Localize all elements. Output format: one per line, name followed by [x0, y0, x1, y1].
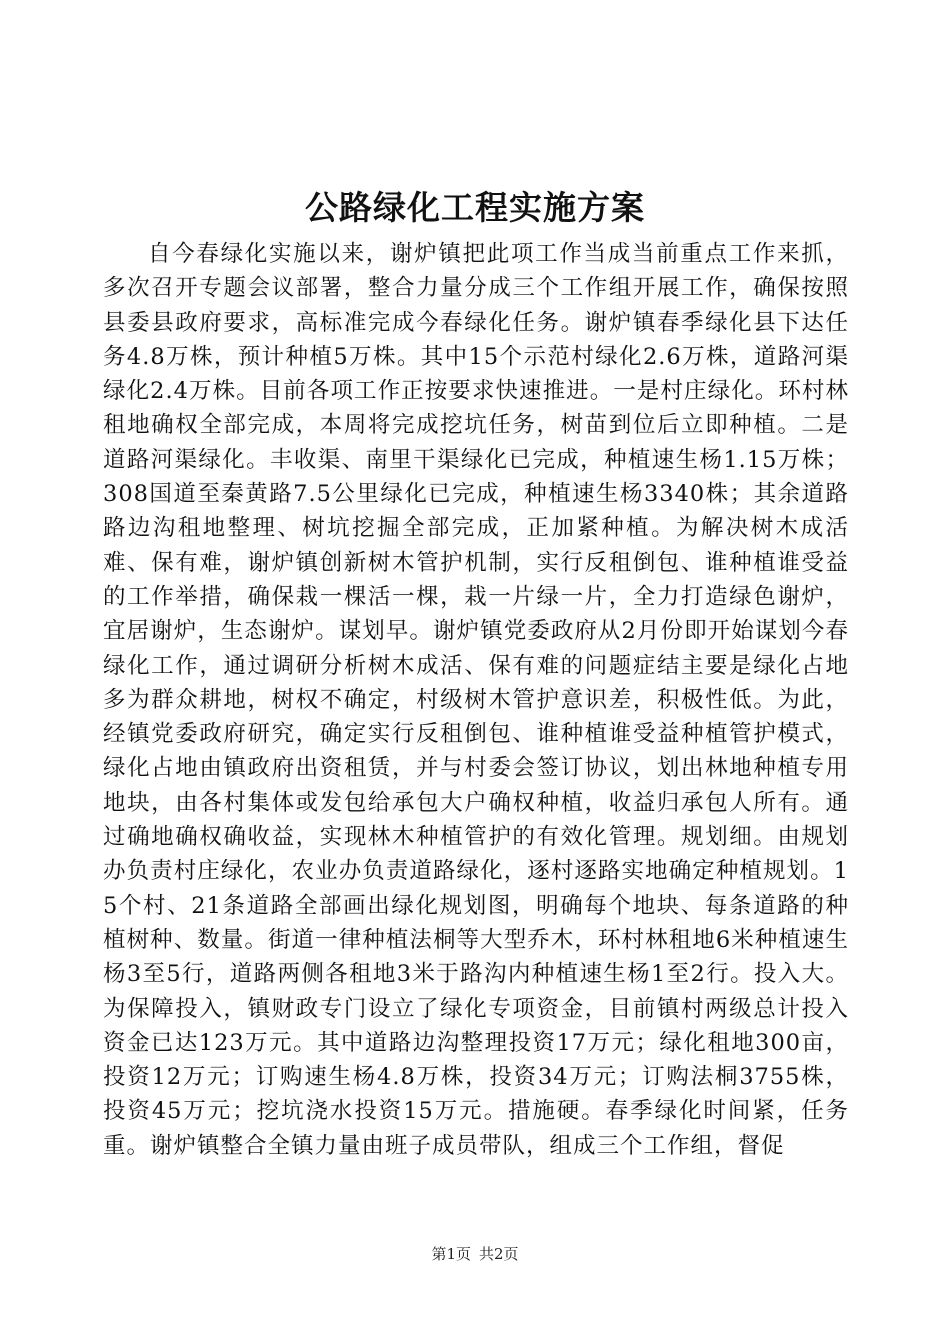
page-number: 第1页 — [431, 1245, 471, 1263]
page-footer — [0, 1243, 950, 1265]
page-total: 共2页 — [479, 1245, 519, 1263]
document-body: 自今春绿化实施以来，谢炉镇把此项工作当成当前重点工作来抓，多次召开专题会议部署，整合力量分成三个工作组开展工作，确保按照县委县政府要求，高标准完成今春绿化任务。谢炉镇春季绿化县下达任务4.8万株，预计种植5万株。其中15个示范村绿化2.6万株，道路河渠绿化2.4万株。目前各项工作正按要求快速推进。一是村庄绿化。环村林租地确权全部完成，本周将完成挖坑任务，树苗到位后立即种植。二是道路河渠绿化。丰收渠、南里干渠绿化已完成，种植速生杨1.15万株；308国道至秦黄路7.5公里绿化已完成，种植速生杨3340株；其余道路路边沟租地整理、树坑挖掘全部完成，正加紧种植。为解决树木成活难、保有难，谢炉镇创新树木管护机制，实行反租倒包、谁种植谁受益的工作举措，确保栽一棵活一棵，栽一片绿一片，全力打造绿色谢炉，宜居谢炉，生态谢炉。谋划早。谢炉镇党委政府从2月份即开始谋划今春绿化工作，通过调研分析树木成活、保有难的问题症结主要是绿化占地多为群众耕地，树权不确定，村级树木管护意识差，积极性低。为此，经镇党委政府研究，确定实行反租倒包、谁种植谁受益种植管护模式，绿化占地由镇政府出资租赁，并与村委会签订协议，划出林地种植专用地块，由各村集体或发包给承包大户确权种植，收益归承包人所有。通过确地确权确收益，实现林木种植管护的有效化管理。规划细。由规划办负责村庄绿化，农业办负责道路绿化，逐村逐路实地确定种植规划。15个村、21条道路全部画出绿化规划图，明确每个地块、每条道路的种植树种、数量。街道一律种植法桐等大型乔木，环村林租地6米种植速生杨3至5行，道路两侧各租地3米于路沟内种植速生杨1至2行。投入大。为保障投入，镇财政专门设立了绿化专项资金，目前镇村两级总计投入资金已达123万元。其中道路边沟整理投资17万元；绿化租地300亩，投资12万元；订购速生杨4.8万株，投资34万元；订购法桐3755株，投资45万元；挖坑浇水投资15万元。措施硬。春季绿化时间紧，任务重。谢炉镇整合全镇力量由班子成员带队，组成三个工作组，督促 — [103, 241, 849, 1159]
document-title: 公路绿化工程实施方案 — [305, 188, 645, 227]
